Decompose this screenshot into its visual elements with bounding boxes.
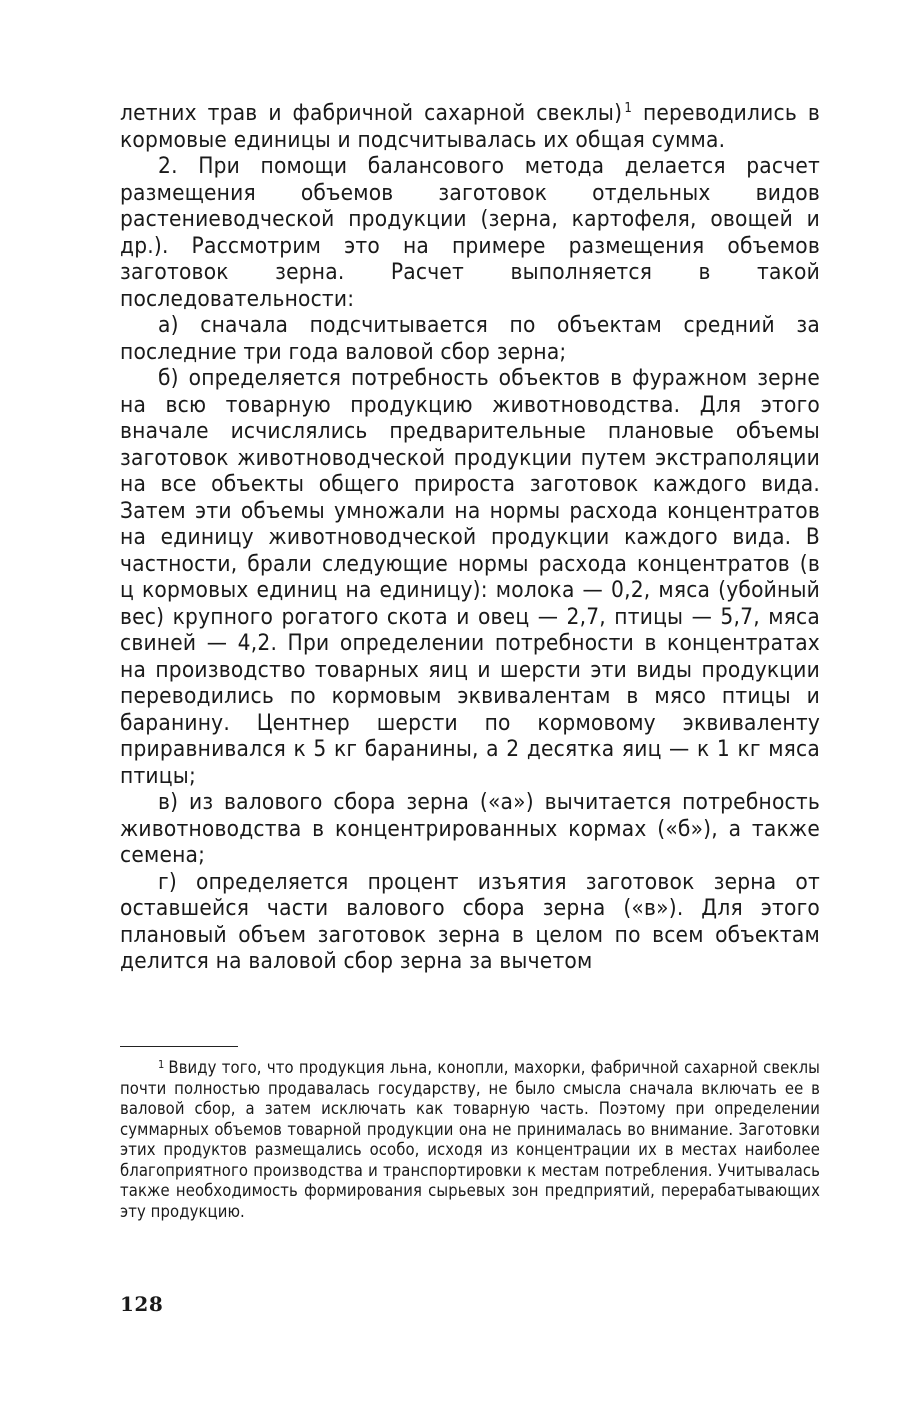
paragraph-balance-method: 2. При помощи балансового метода делается расчет размещения объемов заготовок отдельных видов растениеводческой продукции (зерна, картофеля, овощей и др.). Рассмотрим это на примере размещения объемов заготовок зерна. Расчет выполняется в такой последовательности:	[120, 153, 820, 312]
book-page	[120, 100, 820, 1390]
list-item-v: в) из валового сбора зерна («а») вычитается потребность животноводства в концентрированных кормах («б»), а также семена;	[120, 789, 820, 868]
footnote-number: 1	[158, 1058, 165, 1071]
paragraph-continuation	[120, 100, 820, 153]
footnote-text-block	[120, 1058, 820, 1222]
list-item-b: б) определяется потребность объектов в фуражном зерне на всю товарную продукцию животноводства. Для этого вначале исчислялись предварительные плановые объемы заготовок животноводческой продукции путем экстраполяции на все объекты общего прироста заготовок каждого вида. Затем эти объемы умножали на нормы расхода концентратов на единицу животноводческой продукции каждого вида. В частности, брали следующие нормы расхода концентратов (в ц кормовых единиц на единицу): молока — 0,2, мяса (убойный вес) крупного рогатого скота и овец — 2,7, птицы — 5,7, мяса свиней — 4,2. При определении потребности в концентратах на производство товарных яиц и шерсти эти виды продукции переводились по кормовым эквивалентам в мясо птицы и баранину. Центнер шерсти по кормовому эквиваленту приравнивался к 5 кг баранины, а 2 десятка яиц — к 1 кг мяса птицы;	[120, 365, 820, 789]
list-item-a: а) сначала подсчитывается по объектам средний за последние три года валовой сбор зерна;	[120, 312, 820, 365]
main-text	[120, 100, 820, 975]
footnote-text: Ввиду того, что продукция льна, конопли, махорки, фабричной сахарной свеклы почти полностью продавалась государству, не было смысла сначала включать ее в валовой сбор, а затем исключать как товарную часть. Поэтому при определении суммарных объемов товарной продукции она не принималась во внимание. Заготовки этих продуктов размещались особо, исходя из концентрации их в местах наиболее благоприятного производства и транспортировки к местам потребления. Учитывалась также необходимость формирования сырьевых зон предприятий, перерабатывающих эту продукцию.	[120, 1058, 820, 1221]
footnote-reference: 1	[624, 101, 633, 116]
footnote	[120, 1058, 820, 1222]
footnote-divider	[120, 1046, 238, 1047]
page-number: 128	[120, 1292, 164, 1316]
paragraph-text: летних трав и фабричной сахарной свеклы)	[120, 100, 623, 126]
paragraph-text: переводились в кормовые единицы и подсчитывалась их общая сумма.	[120, 100, 820, 153]
list-item-g: г) определяется процент изъятия заготовок зерна от оставшейся части валового сбора зерна («в»). Для этого плановый объем заготовок зерна в целом по всем объектам делится на валовой сбор зерна за вычетом	[120, 868, 820, 974]
